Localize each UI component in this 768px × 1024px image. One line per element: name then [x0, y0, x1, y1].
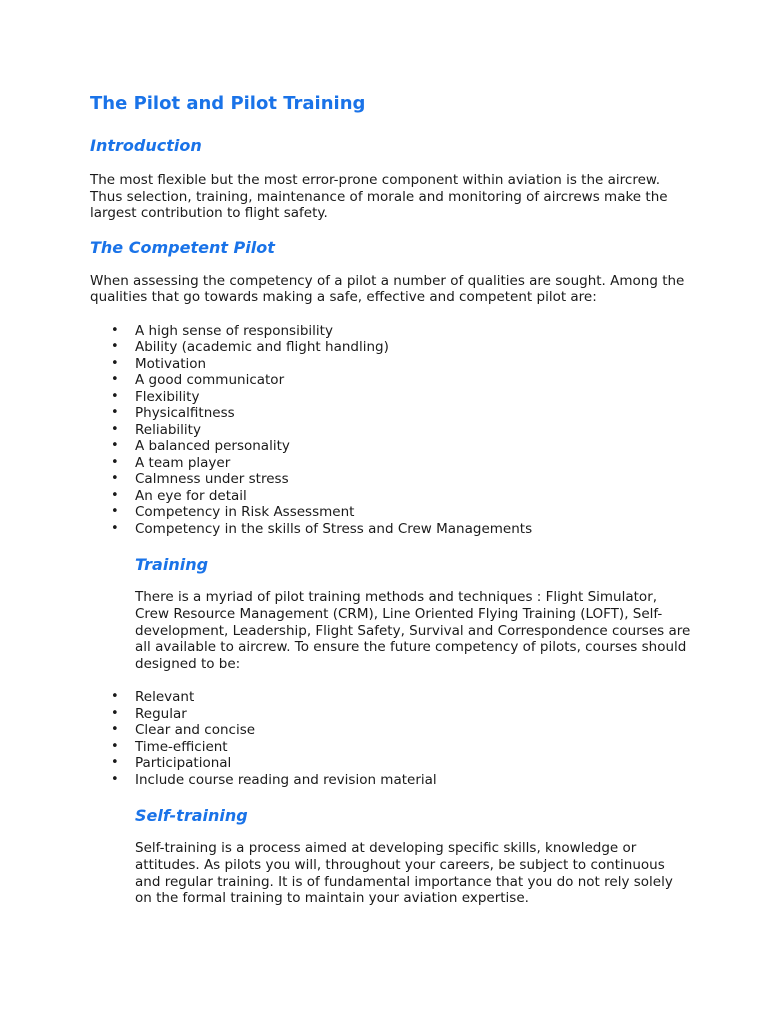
paragraph-training: There is a myriad of pilot training methods and techniques : Flight Simulator, Crew Resource Management (CRM), Line Oriented Flying Training (LOFT), Self-development, Leadership, Flight Safety, Survival and Correspondence courses are all available to aircrew. To ensure the future competency of pilots, courses should designed to be:: [135, 589, 691, 672]
paragraph-self-training: Self-training is a process aimed at developing specific skills, knowledge or attitudes. As pilots you will, throughout your careers, be subject to continuous and regular training. It is of fundamental importance that you do not rely solely on the formal training to maintain your aviation expertise.: [135, 840, 673, 907]
list-item: • A balanced personality: [90, 438, 708, 455]
list-item: • Time-efficient: [90, 739, 708, 756]
list-item: • A good communicator: [90, 372, 708, 389]
heading-training: Training: [135, 555, 209, 575]
list-item: • A team player: [90, 455, 708, 472]
list-pilot-qualities: [90, 323, 708, 538]
list-item: • Competency in the skills of Stress and Crew Managements: [90, 521, 708, 538]
list-item: • A high sense of responsibility: [90, 323, 708, 340]
list-item: • Relevant: [90, 689, 708, 706]
heading-introduction: Introduction: [90, 136, 202, 155]
list-item: • Physicalfitness: [90, 405, 708, 422]
list-item: • Ability (academic and flight handling): [90, 339, 708, 356]
list-item: • Flexibility: [90, 389, 708, 406]
list-item: • Reliability: [90, 422, 708, 439]
heading-competent-pilot: The Competent Pilot: [90, 237, 275, 257]
list-item: • Clear and concise: [90, 722, 708, 739]
list-item: • An eye for detail: [90, 488, 708, 505]
list-item: • Motivation: [90, 356, 708, 373]
list-item: • Calmness under stress: [90, 471, 708, 488]
paragraph-competent-pilot: When assessing the competency of a pilot a number of qualities are sought. Among the qualities that go towards making a safe, effective and competent pilot are:: [90, 272, 685, 306]
list-course-qualities: [90, 689, 708, 788]
list-item: • Participational: [90, 755, 708, 772]
page-title: The Pilot and Pilot Training: [90, 93, 366, 114]
paragraph-introduction: The most flexible but the most error-prone component within aviation is the aircrew. Thus selection, training, maintenance of morale and monitoring of aircrews make the largest contribution to flight safety.: [90, 172, 668, 222]
list-item: • Regular: [90, 706, 708, 723]
heading-self-training: Self-training: [135, 806, 248, 826]
list-item: • Competency in Risk Assessment: [90, 504, 708, 521]
list-item: • Include course reading and revision material: [90, 772, 708, 789]
